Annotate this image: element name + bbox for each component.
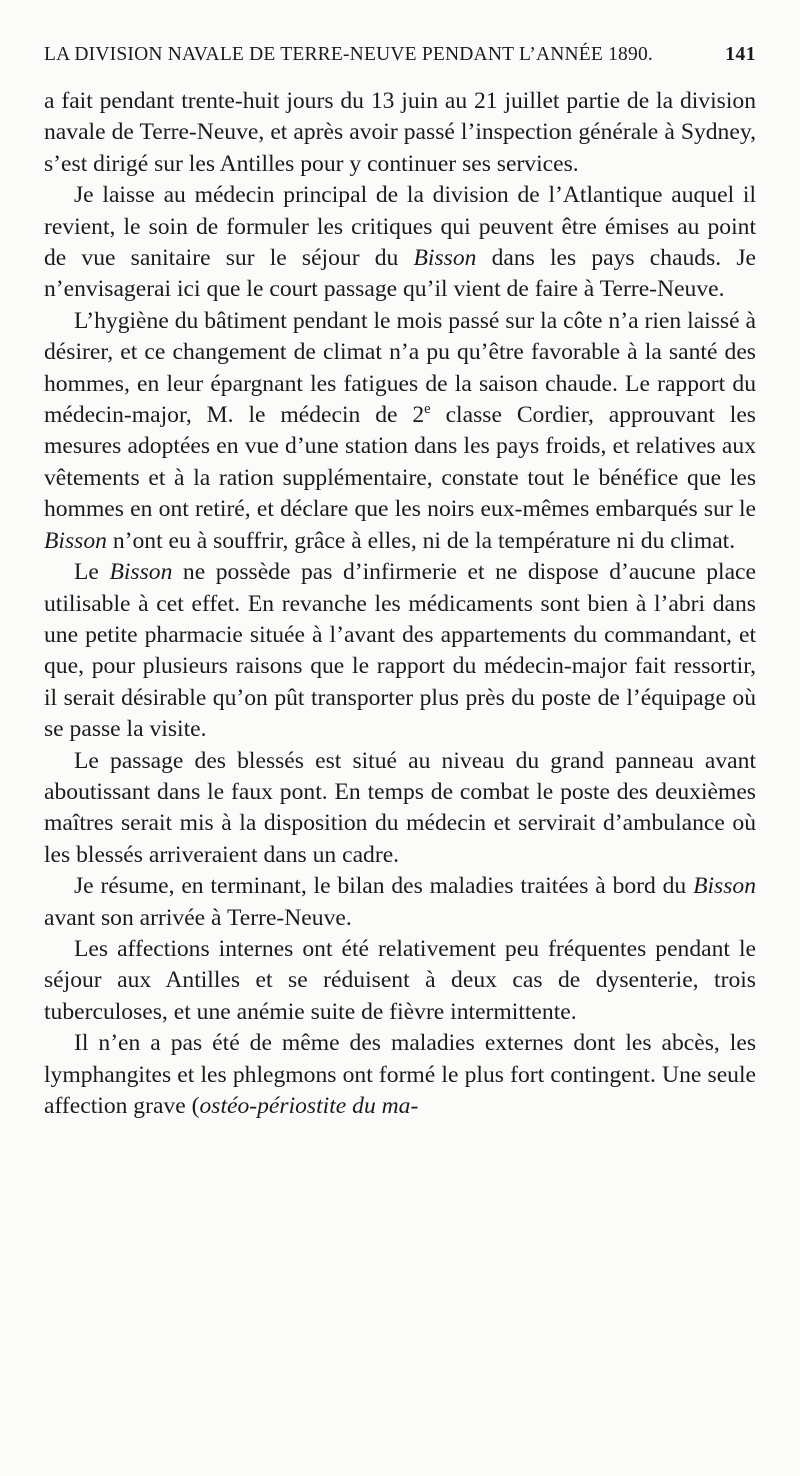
text-run: dans les pays chauds. Je n’envisagerai ici que le court passage qu’il vient de faire à Terre-Neuve. <box>44 245 756 303</box>
paragraph <box>44 746 756 872</box>
italic-text: Bisson <box>413 245 477 272</box>
running-head-title: LA DIVISION NAVALE DE TERRE-NEUVE PENDANT L’ANNÉE 1890. <box>44 44 653 65</box>
text-run: ne possède pas d’infirmerie et ne dispose d’aucune place utilisable à cet effet. En revanche les médicaments sont bien à l’abri dans une petite pharmacie située à l’avant des appartements du commandant, et que, pour plusieurs raisons que le rapport du médecin-major fait ressortir, il serait désirable qu’on pût transporter plus près du poste de l’équipage où se passe la visite. <box>44 559 756 743</box>
text-run: n’ont eu à souffrir, grâce à elles, ni de la température ni du climat. <box>106 527 736 554</box>
paragraph <box>44 86 756 180</box>
paragraph <box>44 306 756 557</box>
paragraph <box>44 557 756 745</box>
paragraph <box>44 934 756 1028</box>
text-run: classe Cordier, approuvant les mesures adoptées en vue d’une station dans les pays froids, et relatives aux vêtements et à la ration supplémentaire, constate tout le bénéfice que les hommes en ont retiré, et déclare que les noirs eux-mêmes embarqués sur le <box>44 402 756 523</box>
italic-text: Bisson <box>693 873 756 900</box>
paragraph <box>44 1028 756 1122</box>
paragraph <box>44 871 756 934</box>
italic-text: Bisson <box>109 559 173 586</box>
text-run: a fait pendant trente-huit jours du 13 juin au 21 juillet partie de la division navale de Terre-Neuve, et après avoir passé l’inspection générale à Sydney, s’est dirigé sur les Antilles pour y continuer ses services. <box>44 88 756 177</box>
text-run: Je laisse au médecin principal de la division de l’Atlantique auquel il revient, le soin de formuler les critiques qui peuvent être émises au point de vue sanitaire sur le séjour du <box>44 182 756 272</box>
text-run: Le <box>74 559 110 586</box>
paragraph <box>44 180 756 306</box>
text-run: Les affections internes ont été relativement peu fréquentes pendant le séjour aux Antilles et se réduisent à deux cas de dysenterie, trois tuberculoses, et une anémie suite de fièvre intermittente. <box>44 935 756 1025</box>
running-head <box>44 44 756 76</box>
superscript-text: e <box>424 401 431 418</box>
italic-text: ostéo-périostite du ma- <box>199 1093 419 1119</box>
page-number: 141 <box>725 44 756 65</box>
text-run: L’hygiène du bâtiment pendant le mois passé sur la côte n’a rien laissé à désirer, et ce changement de climat n’a pu qu’être favorable à la santé des hommes, en leur épargnant les fatigues de la saison chaude. Le rapport du médecin-major, M. le médecin de 2 <box>44 307 756 429</box>
text-run: Je résume, en terminant, le bilan des maladies traitées à bord du <box>74 873 694 900</box>
body-text <box>44 86 756 1122</box>
text-run: Il n’en a pas été de même des maladies externes dont les abcès, les lymphangites et les phlegmons ont formé le plus fort contingent. Une seule affection grave ( <box>44 1030 756 1119</box>
text-run: Le passage des blessés est situé au niveau du grand panneau avant aboutissant dans le faux pont. En temps de combat le poste des deuxièmes maîtres serait mis à la disposition du médecin et servirait d’ambulance où les blessés arriveraient dans un cadre. <box>44 747 756 868</box>
italic-text: Bisson <box>44 527 107 554</box>
text-run: avant son arrivée à Terre-Neuve. <box>44 904 352 931</box>
